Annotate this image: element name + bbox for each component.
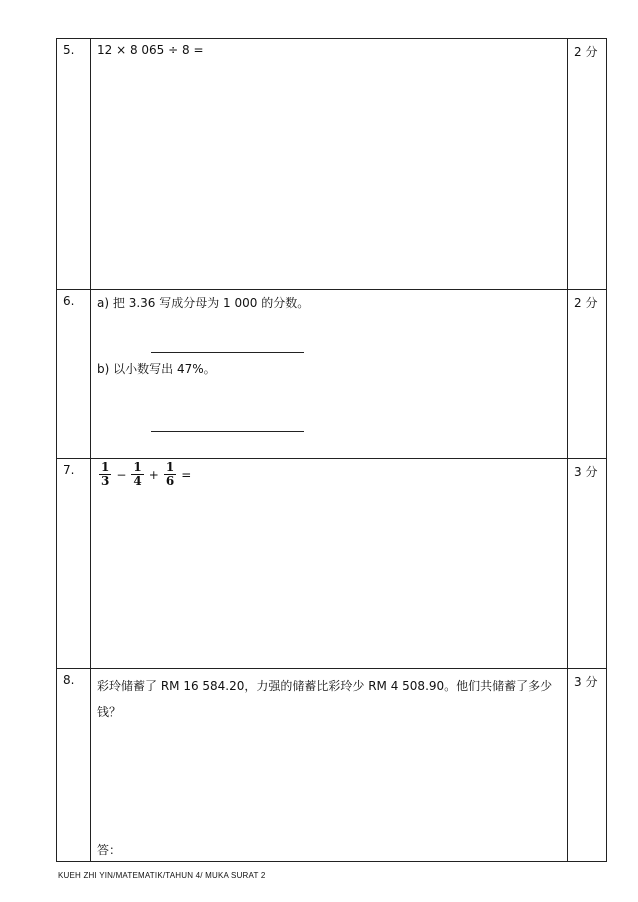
operator-minus: − — [116, 467, 127, 482]
question-number: 7. — [57, 459, 91, 669]
fraction-1: $\frac{1}{3}$ — [101, 460, 110, 488]
part-b-label: b) — [97, 362, 110, 376]
question-table — [56, 38, 607, 862]
question-number: 6. — [57, 290, 91, 459]
answer-label: 答： — [97, 843, 122, 857]
question-number: 8. — [57, 669, 91, 862]
marks-label: 3 分 — [568, 459, 607, 669]
question-number: 5. — [57, 39, 91, 290]
question-row-5 — [57, 39, 607, 290]
question-body — [91, 669, 568, 862]
answer-line-b — [151, 431, 304, 432]
operator-plus: + — [148, 467, 159, 482]
question-row-8 — [57, 669, 607, 862]
fraction-3: $\frac{1}{6}$ — [165, 460, 175, 488]
page-footer: KUEH ZHI YIN/MATEMATIK/TAHUN 4/ MUKA SURAT 2 — [58, 871, 266, 880]
part-a-label: a) — [97, 296, 110, 310]
question-expression: 12 × 8 065 ÷ 8 = — [97, 43, 204, 57]
part-a-text: 把 3.36 写成分母为 1 000 的分数。 — [112, 296, 310, 310]
part-a — [97, 294, 309, 311]
marks-label: 2 分 — [568, 39, 607, 290]
fraction-expression — [97, 461, 194, 488]
question-body — [91, 39, 568, 290]
part-b — [97, 360, 216, 377]
part-b-text: 以小数写出 47%。 — [113, 362, 216, 376]
word-problem-text: 彩玲储蓄了 RM 16 584.20，力强的储蓄比彩玲少 RM 4 508.90。他们共储蓄了多少钱？ — [97, 679, 553, 719]
fraction-2: $\frac{1}{4}$ — [133, 460, 142, 488]
question-row-6 — [57, 290, 607, 459]
marks-label: 3 分 — [568, 669, 607, 862]
operator-equals: = — [181, 467, 192, 482]
question-body — [91, 459, 568, 669]
answer-line-a — [151, 352, 304, 353]
question-row-7 — [57, 459, 607, 669]
marks-label: 2 分 — [568, 290, 607, 459]
question-body — [91, 290, 568, 459]
